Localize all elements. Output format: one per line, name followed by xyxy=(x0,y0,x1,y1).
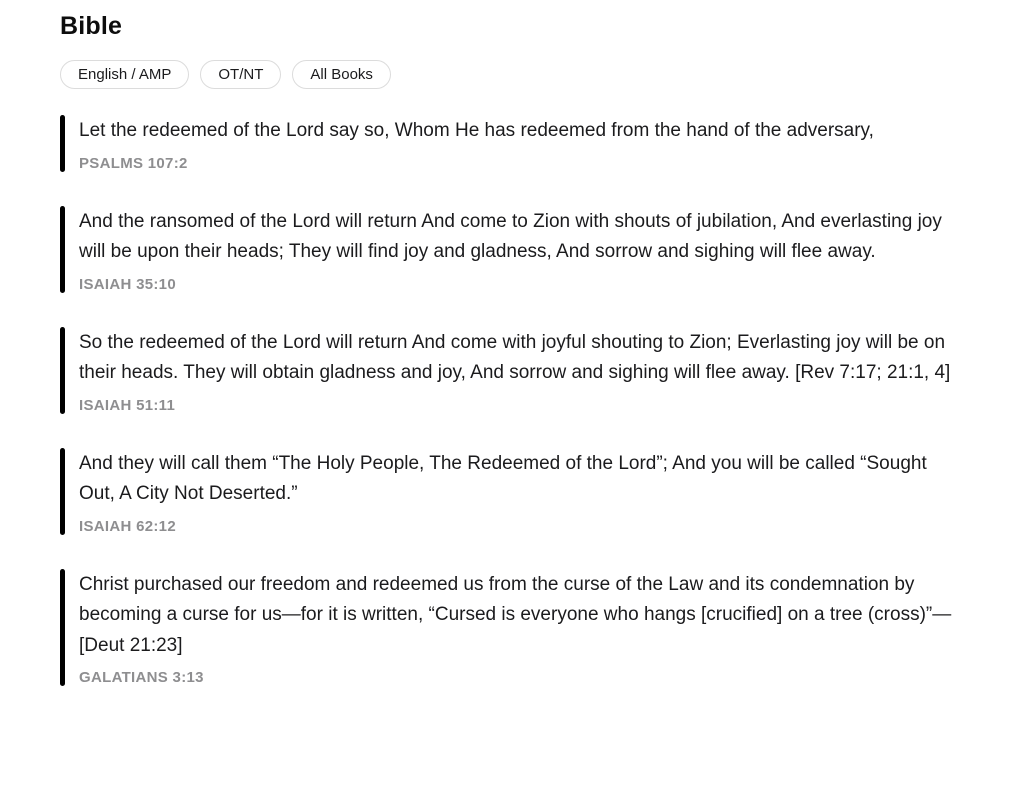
verse-accent-bar xyxy=(60,206,65,293)
verse-content xyxy=(79,569,964,687)
verse-accent-bar xyxy=(60,115,65,172)
verse-content xyxy=(79,206,964,293)
verse-content xyxy=(79,115,874,172)
verse-content xyxy=(79,448,964,535)
verse-accent-bar xyxy=(60,327,65,414)
filter-row xyxy=(60,60,964,89)
verse-text: Let the redeemed of the Lord say so, Whom He has redeemed from the hand of the adversary, xyxy=(79,120,874,141)
verse-text: So the redeemed of the Lord will return And come with joyful shouting to Zion; Everlasting joy will be on their heads. They will obtain gladness and joy, And sorrow and sighing will flee away. [Rev 7:17; 21:1, 4] xyxy=(79,331,951,383)
verse-reference: ISAIAH 51:11 xyxy=(79,396,176,414)
filter-pill-language-translation[interactable] xyxy=(60,60,189,89)
verse-reference: PSALMS 107:2 xyxy=(79,154,188,172)
verse-text: And the ransomed of the Lord will return And come to Zion with shouts of jubilation, And everlasting joy will be upon their heads; They will find joy and gladness, And sorrow and sighing will flee away. xyxy=(79,210,942,262)
verse-reference: ISAIAH 62:12 xyxy=(79,517,176,535)
filter-pill-testament[interactable] xyxy=(200,60,281,89)
verse-list xyxy=(60,115,964,686)
filter-pill-label: All Books xyxy=(310,66,373,83)
verse-reference: ISAIAH 35:10 xyxy=(79,275,176,293)
verse-reference: GALATIANS 3:13 xyxy=(79,669,204,686)
filter-pill-label: OT/NT xyxy=(218,66,264,83)
verse-content xyxy=(79,327,964,414)
verse-accent-bar xyxy=(60,569,65,687)
filter-pill-label: English / AMP xyxy=(78,66,172,83)
verse-item xyxy=(60,569,964,687)
verse-item xyxy=(60,448,964,535)
verse-accent-bar xyxy=(60,448,65,535)
verse-item xyxy=(60,327,964,414)
verse-item xyxy=(60,206,964,293)
verse-text: Christ purchased our freedom and redeemed us from the curse of the Law and its condemnation by becoming a curse for us—for it is written, “Cursed is everyone who hangs [crucified] on a tree (cross)”— [Deut 21:23] xyxy=(79,573,952,656)
verse-item xyxy=(60,115,964,172)
verse-text: And they will call them “The Holy People, The Redeemed of the Lord”; And you will be called “Sought Out, A City Not Deserted.” xyxy=(79,452,927,504)
page-title: Bible xyxy=(60,12,123,40)
filter-pill-books[interactable] xyxy=(292,60,391,89)
